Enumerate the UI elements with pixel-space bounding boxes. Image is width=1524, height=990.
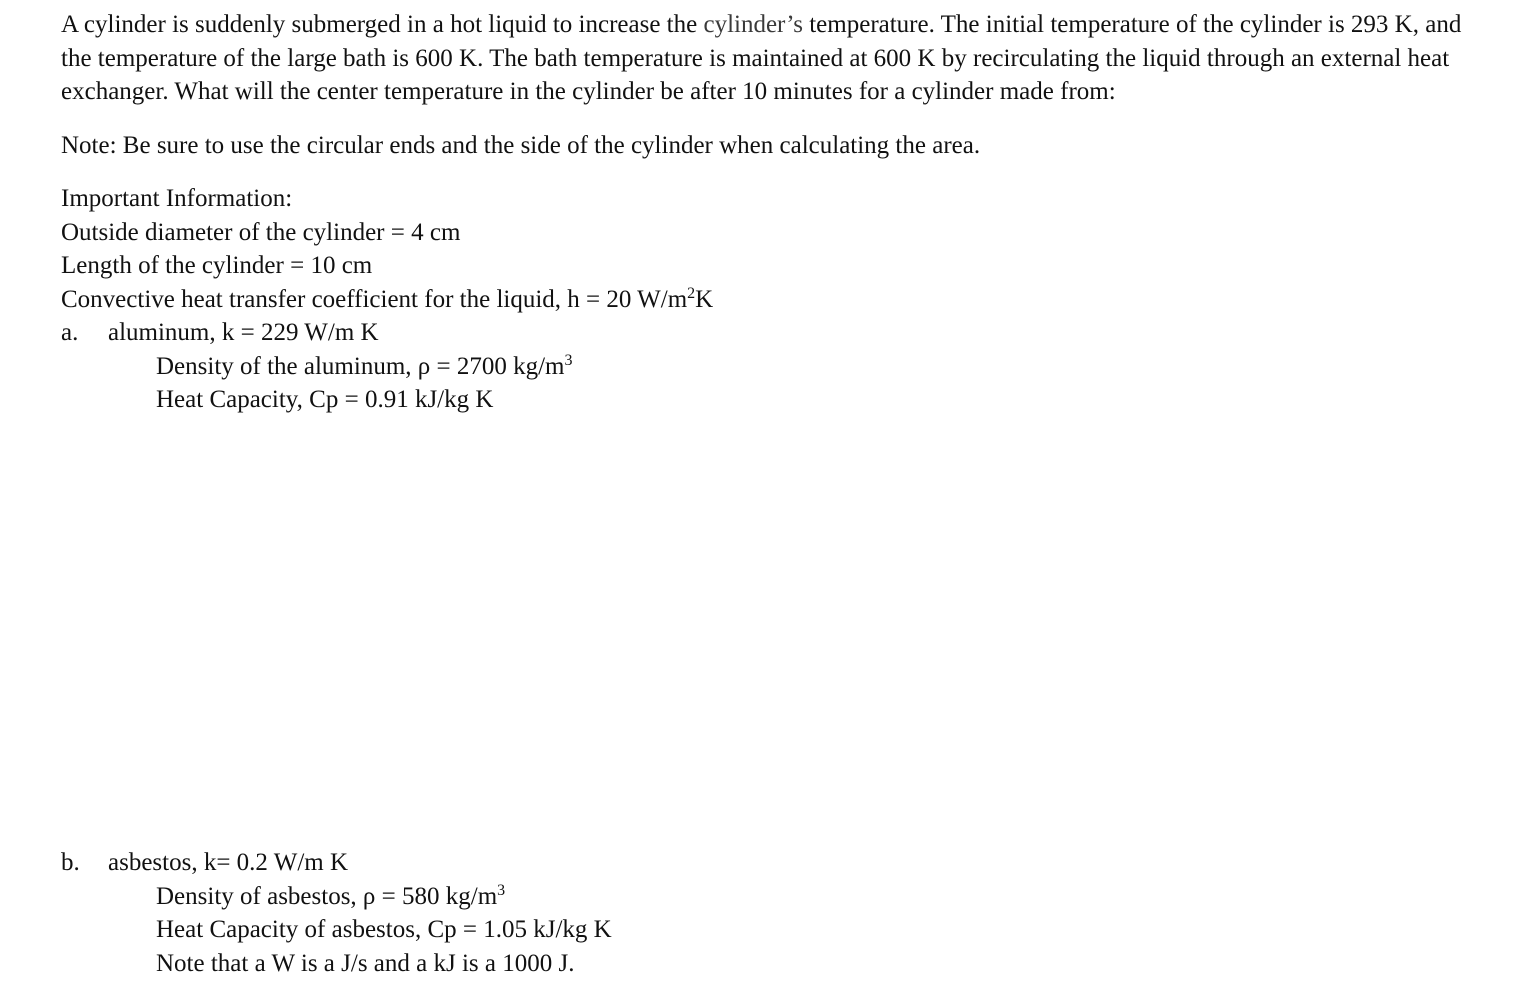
part-b-label: b. bbox=[61, 849, 80, 876]
intro-paragraph bbox=[61, 8, 1486, 109]
part-a-density-line bbox=[61, 350, 1486, 384]
intro-text-after: temperature. The initial temperature of the cylinder is 293 K, and the temperature of the large bath is 600 K. The bath temperature is maintained at 600 K by recirculating the liquid through an external heat exchanger. What will the center temperature in the cylinder be after 10 minutes for a cylinder made from: bbox=[61, 11, 1462, 105]
part-a-heat-capacity: Heat Capacity, Cp = 0.91 kJ/kg K bbox=[156, 386, 494, 413]
note-paragraph: Note: Be sure to use the circular ends and the side of the cylinder when calculating the area. bbox=[61, 131, 981, 159]
part-a-label: a. bbox=[61, 319, 79, 346]
part-b-density-exponent: 3 bbox=[497, 881, 506, 899]
part-b-row bbox=[61, 846, 1486, 880]
h-unit-exponent: 2 bbox=[687, 284, 696, 302]
part-a bbox=[61, 316, 1486, 417]
part-a-density: Density of the aluminum, ρ = 2700 kg/m bbox=[156, 352, 565, 380]
part-b-heat-capacity: Heat Capacity of asbestos, Cp = 1.05 kJ/kg K bbox=[156, 916, 612, 943]
h-unit-end: K bbox=[695, 285, 714, 313]
problem-statement bbox=[61, 8, 1486, 417]
part-a-row bbox=[61, 316, 1486, 350]
info-heading: Important Information: bbox=[61, 185, 293, 212]
important-information bbox=[61, 182, 1486, 316]
h-coefficient-text: Convective heat transfer coefficient for the liquid, h = 20 W/m bbox=[61, 285, 688, 313]
part-b bbox=[61, 846, 1486, 980]
intro-text-before: A cylinder is suddenly submerged in a hot liquid to increase the bbox=[61, 11, 704, 38]
part-b-material: asbestos, k= 0.2 W/m K bbox=[108, 849, 349, 876]
length-line: Length of the cylinder = 10 cm bbox=[61, 252, 373, 279]
part-a-density-exponent: 3 bbox=[564, 351, 573, 369]
part-a-material: aluminum, k = 229 W/m K bbox=[108, 319, 379, 346]
part-b-density-line bbox=[61, 880, 1486, 914]
part-b-unit-note: Note that a W is a J/s and a kJ is a 1000 J. bbox=[156, 949, 575, 977]
diameter-line: Outside diameter of the cylinder = 4 cm bbox=[61, 218, 461, 246]
part-b-density: Density of asbestos, ρ = 580 kg/m bbox=[156, 882, 498, 910]
intro-text-highlight: cylinder’s bbox=[703, 11, 803, 38]
h-coefficient-line bbox=[61, 283, 1486, 317]
